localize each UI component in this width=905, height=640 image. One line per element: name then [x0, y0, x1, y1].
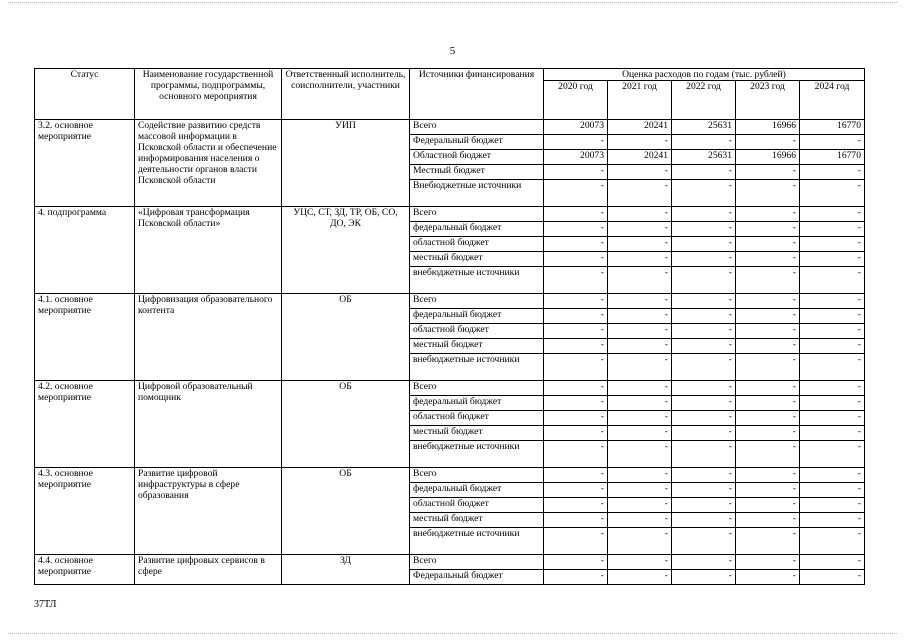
amount-cell: - [544, 237, 608, 252]
funding-source: областной бюджет [410, 411, 544, 426]
amount-cell: - [736, 528, 800, 555]
amount-cell: - [608, 180, 672, 207]
amount-cell: - [672, 309, 736, 324]
amount-cell: - [544, 426, 608, 441]
amount-cell: - [736, 237, 800, 252]
amount-cell: - [672, 252, 736, 267]
amount-cell: - [800, 267, 865, 294]
amount-cell: - [608, 396, 672, 411]
amount-cell: - [672, 207, 736, 222]
funding-source: местный бюджет [410, 513, 544, 528]
amount-cell: - [544, 207, 608, 222]
amount-cell: 20241 [608, 150, 672, 165]
amount-cell: - [800, 468, 865, 483]
table-header [35, 69, 865, 120]
funding-source: Всего [410, 207, 544, 222]
amount-cell: 20241 [608, 120, 672, 135]
amount-cell: - [736, 411, 800, 426]
amount-cell: - [544, 555, 608, 570]
budget-table [34, 68, 865, 585]
funding-source: областной бюджет [410, 498, 544, 513]
amount-cell: - [800, 207, 865, 222]
funding-source: Всего [410, 555, 544, 570]
header-year: 2022 год [672, 81, 736, 120]
row-responsible: УИП [282, 120, 410, 207]
amount-cell: - [608, 555, 672, 570]
amount-cell: - [608, 339, 672, 354]
scan-edge-top [8, 2, 897, 3]
amount-cell: - [672, 237, 736, 252]
amount-cell: 20073 [544, 120, 608, 135]
row-status: 4. подпрограмма [35, 207, 135, 294]
row-responsible: УЦС, СТ, ЗД, ТР, ОБ, СО, ДО, ЭК [282, 207, 410, 294]
amount-cell: - [608, 324, 672, 339]
amount-cell: - [800, 237, 865, 252]
header-responsible: Ответственный исполнитель, соисполнители, участники [282, 69, 410, 120]
amount-cell: - [800, 570, 865, 585]
amount-cell: 16770 [800, 150, 865, 165]
amount-cell: - [736, 498, 800, 513]
amount-cell: - [736, 570, 800, 585]
amount-cell: - [544, 570, 608, 585]
amount-cell: - [800, 483, 865, 498]
amount-cell: - [544, 396, 608, 411]
amount-cell: - [544, 324, 608, 339]
header-sources: Источники финансирования [410, 69, 544, 120]
amount-cell: - [608, 381, 672, 396]
amount-cell: - [544, 180, 608, 207]
amount-cell: - [672, 180, 736, 207]
amount-cell: - [544, 309, 608, 324]
amount-cell: - [736, 396, 800, 411]
amount-cell: - [608, 498, 672, 513]
amount-cell: - [544, 411, 608, 426]
amount-cell: 25631 [672, 120, 736, 135]
amount-cell: - [544, 222, 608, 237]
amount-cell: - [800, 528, 865, 555]
table-row [35, 468, 865, 483]
amount-cell: - [736, 267, 800, 294]
funding-source: местный бюджет [410, 339, 544, 354]
header-estimate: Оценка расходов по годам (тыс. рублей) [544, 69, 865, 81]
header-name: Наименование государственной программы, подпрограммы, основного мероприятия [135, 69, 282, 120]
amount-cell: - [736, 309, 800, 324]
amount-cell: - [800, 396, 865, 411]
amount-cell: - [800, 135, 865, 150]
funding-source: внебюджетные источники [410, 441, 544, 468]
amount-cell: 16770 [800, 120, 865, 135]
table-row [35, 555, 865, 570]
funding-source: Федеральный бюджет [410, 570, 544, 585]
amount-cell: - [736, 339, 800, 354]
amount-cell: - [672, 135, 736, 150]
footer-code: 37ТЛ [34, 599, 57, 610]
amount-cell: - [736, 222, 800, 237]
amount-cell: - [608, 267, 672, 294]
amount-cell: - [672, 222, 736, 237]
amount-cell: - [736, 426, 800, 441]
amount-cell: - [672, 528, 736, 555]
amount-cell: - [608, 252, 672, 267]
amount-cell: - [736, 483, 800, 498]
amount-cell: - [672, 381, 736, 396]
funding-source: федеральный бюджет [410, 396, 544, 411]
amount-cell: - [544, 339, 608, 354]
amount-cell: - [736, 135, 800, 150]
row-name: Цифровой образовательный помощник [135, 381, 282, 468]
amount-cell: - [800, 222, 865, 237]
amount-cell: - [800, 324, 865, 339]
amount-cell: - [608, 483, 672, 498]
amount-cell: - [800, 498, 865, 513]
amount-cell: - [672, 165, 736, 180]
amount-cell: - [544, 468, 608, 483]
amount-cell: - [544, 483, 608, 498]
amount-cell: - [672, 441, 736, 468]
table-row [35, 207, 865, 222]
funding-source: Федеральный бюджет [410, 135, 544, 150]
amount-cell: - [736, 468, 800, 483]
amount-cell: - [736, 381, 800, 396]
amount-cell: - [608, 513, 672, 528]
amount-cell: - [608, 411, 672, 426]
header-year: 2024 год [800, 81, 865, 120]
amount-cell: - [736, 441, 800, 468]
amount-cell: - [800, 411, 865, 426]
funding-source: местный бюджет [410, 252, 544, 267]
funding-source: местный бюджет [410, 426, 544, 441]
amount-cell: - [608, 570, 672, 585]
amount-cell: - [672, 498, 736, 513]
amount-cell: - [544, 441, 608, 468]
amount-cell: - [672, 396, 736, 411]
amount-cell: - [736, 252, 800, 267]
scan-edge-bottom [8, 633, 897, 634]
row-responsible: ЗД [282, 555, 410, 585]
amount-cell: - [608, 468, 672, 483]
amount-cell: - [608, 426, 672, 441]
amount-cell: - [800, 339, 865, 354]
amount-cell: - [800, 441, 865, 468]
amount-cell: - [800, 513, 865, 528]
amount-cell: - [672, 267, 736, 294]
amount-cell: - [544, 267, 608, 294]
amount-cell: - [672, 411, 736, 426]
amount-cell: - [672, 426, 736, 441]
amount-cell: - [672, 468, 736, 483]
amount-cell: - [608, 441, 672, 468]
amount-cell: - [608, 354, 672, 381]
amount-cell: - [672, 339, 736, 354]
row-responsible: ОБ [282, 381, 410, 468]
row-status: 4.1. основное мероприятие [35, 294, 135, 381]
row-status: 3.2. основное мероприятие [35, 120, 135, 207]
amount-cell: - [608, 309, 672, 324]
amount-cell: - [672, 570, 736, 585]
amount-cell: - [800, 180, 865, 207]
header-year: 2021 год [608, 81, 672, 120]
funding-source: федеральный бюджет [410, 222, 544, 237]
header-year: 2020 год [544, 81, 608, 120]
table-row [35, 381, 865, 396]
amount-cell: - [736, 555, 800, 570]
amount-cell: - [544, 498, 608, 513]
funding-source: Местный бюджет [410, 165, 544, 180]
funding-source: внебюджетные источники [410, 354, 544, 381]
amount-cell: 25631 [672, 150, 736, 165]
funding-source: областной бюджет [410, 237, 544, 252]
funding-source: Всего [410, 468, 544, 483]
amount-cell: - [544, 528, 608, 555]
table-row [35, 294, 865, 309]
funding-source: областной бюджет [410, 324, 544, 339]
row-name: «Цифровая трансформация Псковской области» [135, 207, 282, 294]
amount-cell: - [608, 222, 672, 237]
row-name: Развитие цифровых сервисов в сфере [135, 555, 282, 585]
table-body [35, 120, 865, 585]
amount-cell: - [544, 135, 608, 150]
amount-cell: 20073 [544, 150, 608, 165]
funding-source: Всего [410, 294, 544, 309]
amount-cell: - [800, 252, 865, 267]
row-responsible: ОБ [282, 468, 410, 555]
amount-cell: - [736, 207, 800, 222]
amount-cell: 16966 [736, 120, 800, 135]
amount-cell: - [672, 354, 736, 381]
row-status: 4.3. основное мероприятие [35, 468, 135, 555]
amount-cell: - [544, 165, 608, 180]
amount-cell: 16966 [736, 150, 800, 165]
amount-cell: - [608, 165, 672, 180]
amount-cell: - [608, 294, 672, 309]
funding-source: внебюджетные источники [410, 267, 544, 294]
funding-source: Внебюджетные источники [410, 180, 544, 207]
amount-cell: - [800, 555, 865, 570]
amount-cell: - [544, 513, 608, 528]
amount-cell: - [544, 252, 608, 267]
amount-cell: - [800, 381, 865, 396]
amount-cell: - [672, 294, 736, 309]
amount-cell: - [800, 354, 865, 381]
header-status: Статус [35, 69, 135, 120]
amount-cell: - [672, 483, 736, 498]
row-name: Цифровизация образовательного контента [135, 294, 282, 381]
amount-cell: - [608, 135, 672, 150]
row-name: Содействие развитию средств массовой информации в Псковской области и обеспечение информирования населения о деятельности органов власти Псковской области [135, 120, 282, 207]
funding-source: федеральный бюджет [410, 483, 544, 498]
page-number: 5 [449, 45, 456, 57]
amount-cell: - [800, 165, 865, 180]
amount-cell: - [608, 207, 672, 222]
amount-cell: - [800, 426, 865, 441]
row-status: 4.4. основное мероприятие [35, 555, 135, 585]
amount-cell: - [800, 309, 865, 324]
amount-cell: - [544, 354, 608, 381]
funding-source: Всего [410, 381, 544, 396]
funding-source: внебюджетные источники [410, 528, 544, 555]
amount-cell: - [608, 528, 672, 555]
amount-cell: - [736, 324, 800, 339]
amount-cell: - [672, 324, 736, 339]
amount-cell: - [544, 294, 608, 309]
amount-cell: - [736, 294, 800, 309]
funding-source: Областной бюджет [410, 150, 544, 165]
amount-cell: - [800, 294, 865, 309]
row-status: 4.2. основное мероприятие [35, 381, 135, 468]
header-year: 2023 год [736, 81, 800, 120]
row-name: Развитие цифровой инфраструктуры в сфере образования [135, 468, 282, 555]
amount-cell: - [672, 555, 736, 570]
amount-cell: - [736, 165, 800, 180]
amount-cell: - [736, 180, 800, 207]
table-row [35, 120, 865, 135]
amount-cell: - [544, 381, 608, 396]
amount-cell: - [736, 513, 800, 528]
row-responsible: ОБ [282, 294, 410, 381]
funding-source: Всего [410, 120, 544, 135]
amount-cell: - [608, 237, 672, 252]
amount-cell: - [672, 513, 736, 528]
funding-source: федеральный бюджет [410, 309, 544, 324]
amount-cell: - [736, 354, 800, 381]
